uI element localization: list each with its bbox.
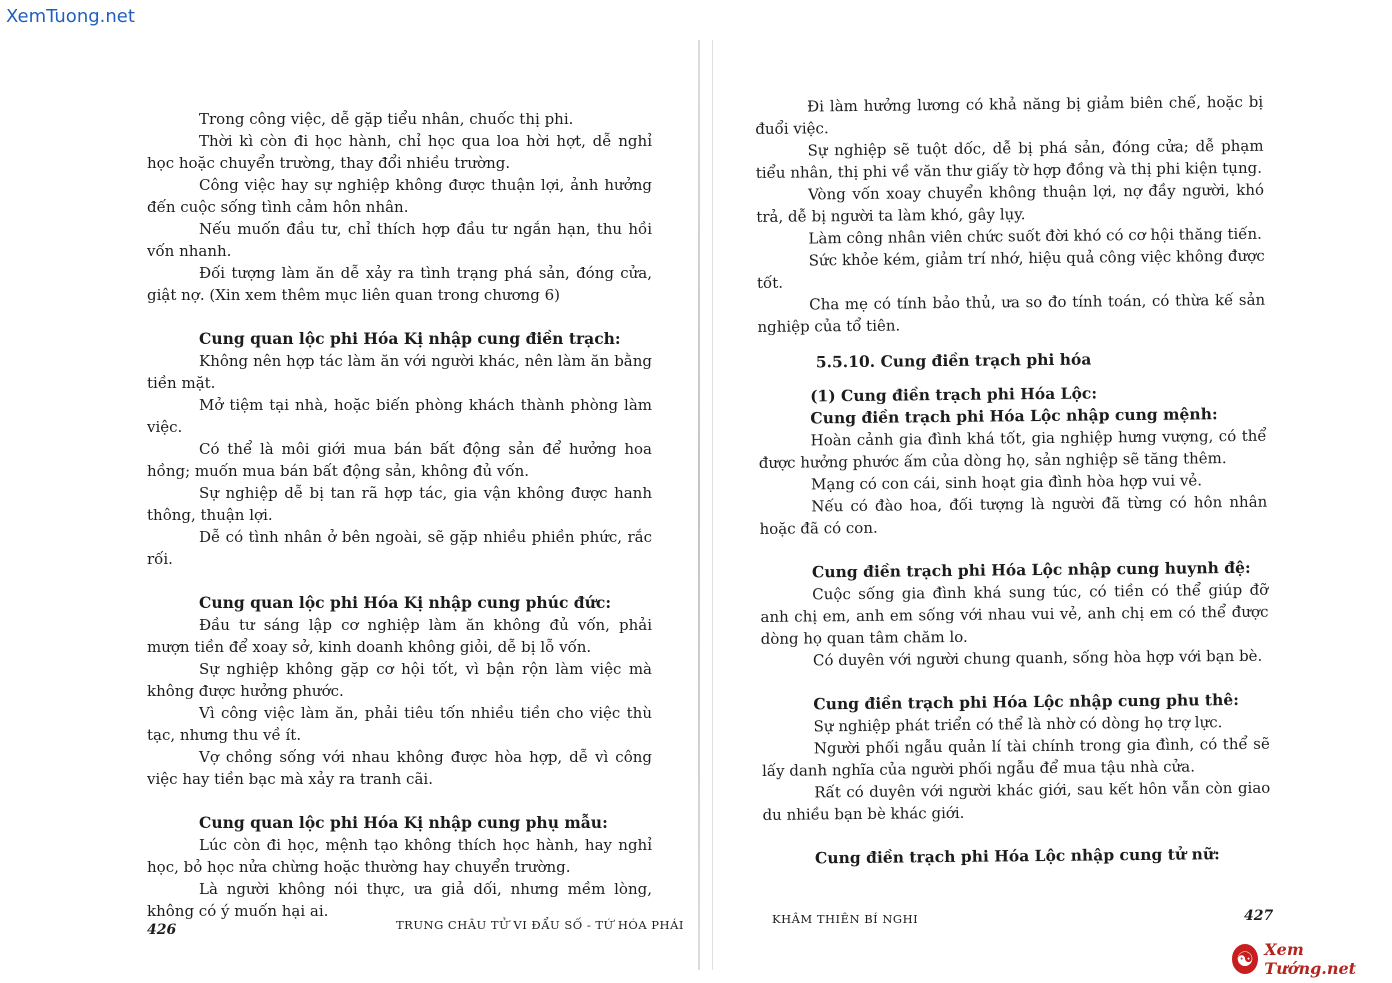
paragraph: Mở tiệm tại nhà, hoặc biến phòng khách thành phòng làm việc.: [147, 396, 652, 436]
paragraph: Sự nghiệp phát triển có thể là nhờ có dòng họ trợ lực.: [813, 713, 1223, 736]
paragraph: Hoàn cảnh gia đình khá tốt, gia nghiệp hưng vượng, có thể được hưởng phước ấm của dòng họ, sản nghiệp sẽ tăng thêm.: [758, 426, 1267, 472]
paragraph: Đầu tư sáng lập cơ nghiệp làm ăn không đủ vốn, phải mượn tiền để xoay sở, kinh doanh không giỏi, dễ bị lỗ vốn.: [147, 616, 652, 656]
paragraph: Sức khỏe kém, giảm trí nhớ, hiệu quả công việc không được tốt.: [756, 246, 1265, 292]
watermark-logo: [1232, 940, 1384, 978]
right-page-footer: KHÂM THIÊN BÍ NGHI: [772, 912, 919, 926]
paragraph: Người phối ngẫu quản lí tài chính trong gia đình, có thể sẽ lấy danh nghĩa của người phối ngẫu để mua tậu nhà cửa.: [761, 734, 1270, 780]
section-heading: 5.5.10. Cung điền trạch phi hóa: [815, 349, 1092, 372]
paragraph: Đi làm hưởng lương có khả năng bị giảm biên chế, hoặc bị đuổi việc.: [755, 92, 1264, 138]
paragraph: Công việc hay sự nghiệp không được thuận lợi, ảnh hưởng đến cuộc sống tình cảm hôn nhân.: [147, 176, 652, 216]
paragraph: Dễ có tình nhân ở bên ngoài, sẽ gặp nhiều phiền phức, rắc rối.: [147, 528, 652, 568]
paragraph: Trong công việc, dễ gặp tiểu nhân, chuốc thị phi.: [199, 110, 574, 128]
left-page-footer: TRUNG CHÂU TỬ VI ĐẨU SỐ - TỨ HÓA PHÁI: [396, 918, 684, 932]
section-heading: Cung điền trạch phi Hóa Lộc nhập cung mệnh:: [810, 404, 1218, 428]
section-heading: Cung quan lộc phi Hóa Kị nhập cung phúc đức:: [199, 593, 612, 612]
paragraph: Là người không nói thực, ưa giả dối, nhưng mềm lòng, không có ý muốn hại ai.: [147, 880, 652, 920]
paragraph: Thời kì còn đi học hành, chỉ học qua loa hời hợt, dễ nghỉ học hoặc chuyển trường, thay đổi nhiều trường.: [147, 132, 652, 172]
left-page-number: 426: [147, 922, 177, 938]
paragraph: Mạng có con cái, sinh hoạt gia đình hòa hợp vui vẻ.: [810, 471, 1203, 494]
site-logo[interactable]: XemTuong.net: [6, 6, 135, 27]
section-heading: Cung quan lộc phi Hóa Kị nhập cung phụ mẫu:: [199, 813, 608, 832]
section-heading: Cung điền trạch phi Hóa Lộc nhập cung huynh đệ:: [811, 557, 1251, 582]
paragraph: Vợ chồng sống với nhau không được hòa hợp, dễ vì công việc hay tiền bạc mà xảy ra tranh cãi.: [147, 748, 652, 788]
paragraph: Sự nghiệp dễ bị tan rã hợp tác, gia vận không được hanh thông, thuận lợi.: [147, 484, 652, 524]
right-page: [700, 0, 1392, 983]
section-heading: Cung quan lộc phi Hóa Kị nhập cung điền trạch:: [199, 329, 621, 348]
right-page-number: 427: [1244, 908, 1274, 924]
paragraph: Có duyên với người chung quanh, sống hòa hợp với bạn bè.: [812, 646, 1263, 670]
paragraph: Lúc còn đi học, mệnh tạo không thích học hành, hay nghỉ học, bỏ học nửa chừng hoặc thường hay chuyển trường.: [147, 836, 652, 876]
paragraph: Sự nghiệp sẽ tuột dốc, dễ bị phá sản, đóng cửa; dễ phạm tiểu nhân, thị phi về văn thư giấy tờ hợp đồng và thị phi kiện tụng.: [755, 136, 1264, 182]
paragraph: Nếu có đào hoa, đối tượng là người đã từng có hôn nhân hoặc đã có con.: [759, 492, 1268, 538]
paragraph: Vì công việc làm ăn, phải tiêu tốn nhiều tiền cho việc thù tạc, nhưng thu về ít.: [147, 704, 652, 744]
right-page-text: [755, 91, 1271, 870]
watermark-text: Xem Tướng.net: [1264, 940, 1357, 978]
paragraph: Rất có duyên với người khác giới, sau kết hôn vẫn còn giao du nhiều bạn bè khác giới.: [762, 778, 1271, 824]
paragraph: Nếu muốn đầu tư, chỉ thích hợp đầu tư ngắn hạn, thu hồi vốn nhanh.: [147, 220, 652, 260]
paragraph: Có thể là môi giới mua bán bất động sản để hưởng hoa hồng; muốn mua bán bất động sản, không đủ vốn.: [147, 440, 652, 480]
paragraph: Cuộc sống gia đình khá sung túc, có tiền có thể giúp đỡ anh chị em, anh em sống với nhau vui vẻ, anh chị em có thể được dòng họ quan tâm chăm lo.: [760, 580, 1269, 648]
section-heading: (1) Cung điền trạch phi Hóa Lộc:: [810, 383, 1098, 406]
paragraph: Không nên hợp tác làm ăn với người khác, nên làm ăn bằng tiền mặt.: [147, 352, 652, 392]
paragraph: Cha mẹ có tính bảo thủ, ưa so đo tính toán, có thừa kế sản nghiệp của tổ tiên.: [757, 290, 1266, 336]
paragraph: Đối tượng làm ăn dễ xảy ra tình trạng phá sản, đóng cửa, giật nợ. (Xin xem thêm mục liên quan trong chương 6): [147, 264, 652, 304]
paragraph: Làm công nhân viên chức suốt đời khó có cơ hội thăng tiến.: [808, 224, 1262, 248]
section-heading: Cung điền trạch phi Hóa Lộc nhập cung tử nữ:: [814, 844, 1220, 868]
paragraph: Sự nghiệp không gặp cơ hội tốt, vì bận rộn làm việc mà không được hưởng phước.: [147, 660, 652, 700]
paragraph: Vòng vốn xoay chuyển không thuận lợi, nợ đầy người, khó trả, dễ bị người ta làm khó, gây lụy.: [756, 180, 1265, 226]
yin-yang-icon: ☯: [1232, 944, 1258, 974]
left-page-text: [147, 108, 652, 922]
section-heading: Cung điền trạch phi Hóa Lộc nhập cung phu thê:: [813, 689, 1239, 714]
